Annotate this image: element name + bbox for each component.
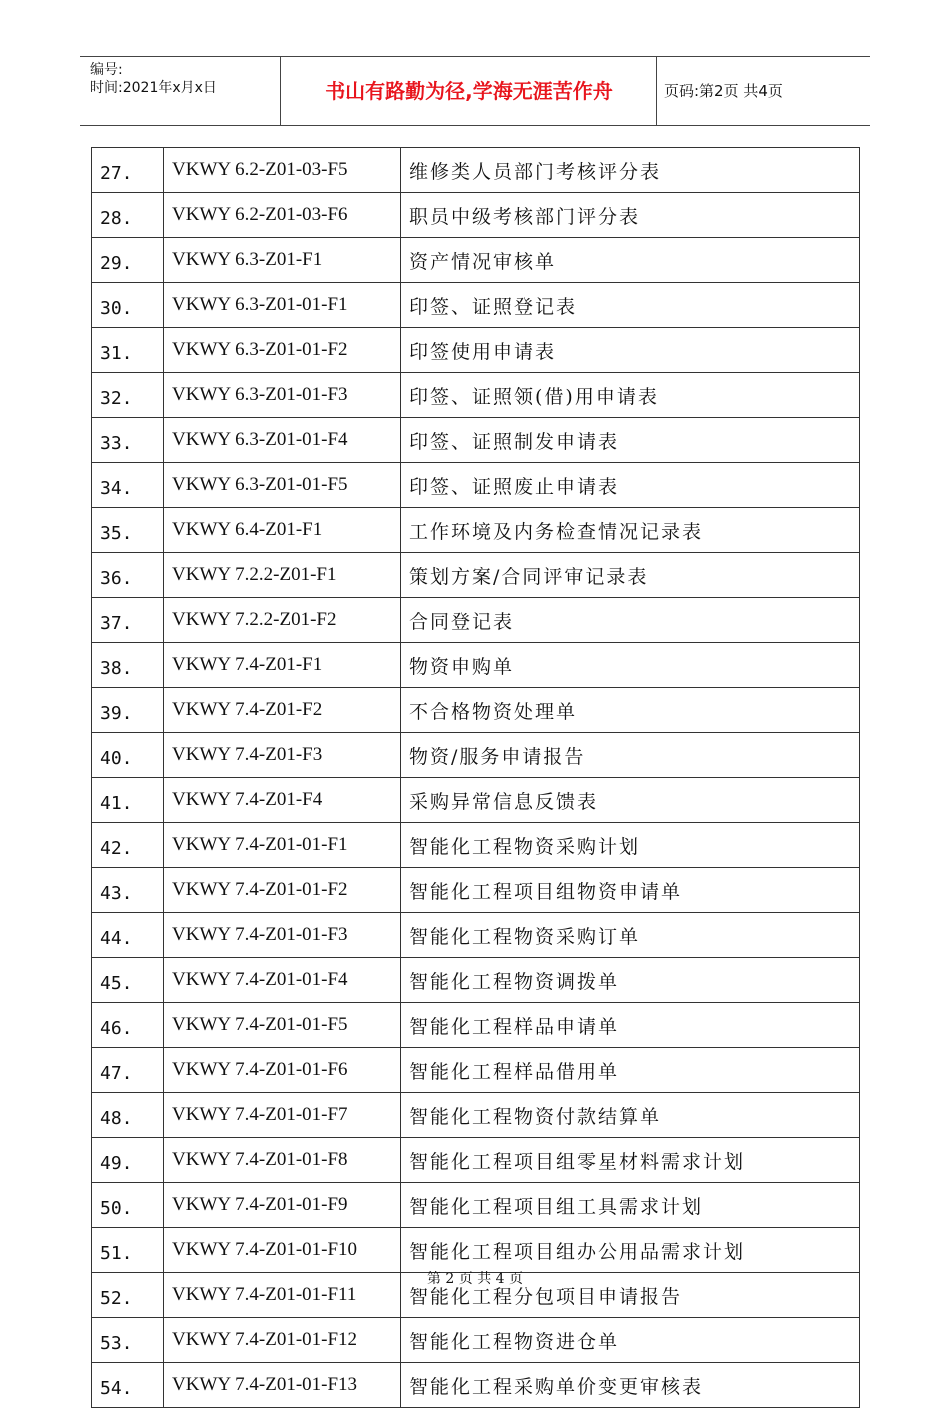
table-row <box>92 1138 860 1183</box>
form-name: 维修类人员部门考核评分表 <box>401 148 860 193</box>
document-time-label: 时间:2021年x月x日 <box>90 80 217 96</box>
row-number: 32. <box>92 373 164 418</box>
form-name: 印签、证照登记表 <box>401 283 860 328</box>
row-number: 27. <box>92 148 164 193</box>
row-number: 35. <box>92 508 164 553</box>
header-divider <box>280 57 281 125</box>
form-code: VKWY 7.4-Z01-F2 <box>164 688 401 733</box>
row-number: 33. <box>92 418 164 463</box>
form-name: 智能化工程样品借用单 <box>401 1048 860 1093</box>
form-name: 不合格物资处理单 <box>401 688 860 733</box>
form-list-body <box>92 148 860 1408</box>
table-row <box>92 868 860 913</box>
table-row <box>92 553 860 598</box>
row-number: 36. <box>92 553 164 598</box>
form-name: 物资/服务申请报告 <box>401 733 860 778</box>
row-number: 45. <box>92 958 164 1003</box>
row-number: 28. <box>92 193 164 238</box>
form-code: VKWY 7.4-Z01-F4 <box>164 778 401 823</box>
form-code: VKWY 7.4-Z01-01-F2 <box>164 868 401 913</box>
page-header <box>80 56 870 126</box>
form-name: 智能化工程项目组工具需求计划 <box>401 1183 860 1228</box>
table-row <box>92 598 860 643</box>
page-footer: 第 2 页 共 4 页 <box>426 1271 524 1287</box>
form-code: VKWY 6.2-Z01-03-F5 <box>164 148 401 193</box>
row-number: 48. <box>92 1093 164 1138</box>
table-row <box>92 148 860 193</box>
table-row <box>92 418 860 463</box>
table-row <box>92 958 860 1003</box>
row-number: 44. <box>92 913 164 958</box>
row-number: 53. <box>92 1318 164 1363</box>
row-number: 50. <box>92 1183 164 1228</box>
form-name: 采购异常信息反馈表 <box>401 778 860 823</box>
form-name: 智能化工程物资进仓单 <box>401 1318 860 1363</box>
form-name: 智能化工程物资调拨单 <box>401 958 860 1003</box>
form-name: 智能化工程项目组物资申请单 <box>401 868 860 913</box>
table-row <box>92 1183 860 1228</box>
table-row <box>92 508 860 553</box>
document-number-label: 编号: <box>90 62 123 78</box>
form-code: VKWY 7.4-Z01-F3 <box>164 733 401 778</box>
table-row <box>92 1093 860 1138</box>
form-code: VKWY 7.4-Z01-F1 <box>164 643 401 688</box>
row-number: 37. <box>92 598 164 643</box>
form-code: VKWY 7.4-Z01-01-F11 <box>164 1273 401 1318</box>
row-number: 30. <box>92 283 164 328</box>
form-code: VKWY 7.4-Z01-01-F9 <box>164 1183 401 1228</box>
form-name: 合同登记表 <box>401 598 860 643</box>
form-name: 印签、证照领(借)用申请表 <box>401 373 860 418</box>
table-row <box>92 733 860 778</box>
form-name: 智能化工程物资采购订单 <box>401 913 860 958</box>
form-name: 智能化工程分包项目申请报告 <box>401 1273 860 1318</box>
form-name: 智能化工程项目组办公用品需求计划 <box>401 1228 860 1273</box>
row-number: 47. <box>92 1048 164 1093</box>
table-row <box>92 778 860 823</box>
form-code: VKWY 6.3-Z01-01-F1 <box>164 283 401 328</box>
table-row <box>92 1318 860 1363</box>
table-row <box>92 1228 860 1273</box>
form-code: VKWY 7.4-Z01-01-F6 <box>164 1048 401 1093</box>
form-code: VKWY 6.3-Z01-F1 <box>164 238 401 283</box>
row-number: 31. <box>92 328 164 373</box>
form-name: 印签、证照废止申请表 <box>401 463 860 508</box>
table-row <box>92 643 860 688</box>
header-divider <box>656 57 657 125</box>
form-code: VKWY 6.3-Z01-01-F2 <box>164 328 401 373</box>
row-number: 52. <box>92 1273 164 1318</box>
form-code: VKWY 7.2.2-Z01-F2 <box>164 598 401 643</box>
form-name: 智能化工程物资付款结算单 <box>401 1093 860 1138</box>
table-row <box>92 1003 860 1048</box>
form-code: VKWY 7.4-Z01-01-F10 <box>164 1228 401 1273</box>
header-page-info: 页码:第2页 共4页 <box>664 82 783 100</box>
row-number: 51. <box>92 1228 164 1273</box>
table-row <box>92 238 860 283</box>
row-number: 49. <box>92 1138 164 1183</box>
table-row <box>92 1048 860 1093</box>
form-list-table <box>91 147 860 1408</box>
row-number: 34. <box>92 463 164 508</box>
form-name: 智能化工程采购单价变更审核表 <box>401 1363 860 1408</box>
form-code: VKWY 7.4-Z01-01-F1 <box>164 823 401 868</box>
header-meta <box>90 61 280 97</box>
form-name: 智能化工程项目组零星材料需求计划 <box>401 1138 860 1183</box>
row-number: 41. <box>92 778 164 823</box>
form-code: VKWY 7.4-Z01-01-F3 <box>164 913 401 958</box>
form-name: 职员中级考核部门评分表 <box>401 193 860 238</box>
form-name: 印签使用申请表 <box>401 328 860 373</box>
form-code: VKWY 6.3-Z01-01-F4 <box>164 418 401 463</box>
table-row <box>92 463 860 508</box>
form-code: VKWY 7.4-Z01-01-F12 <box>164 1318 401 1363</box>
form-code: VKWY 6.3-Z01-01-F5 <box>164 463 401 508</box>
table-row <box>92 193 860 238</box>
form-name: 策划方案/合同评审记录表 <box>401 553 860 598</box>
row-number: 29. <box>92 238 164 283</box>
form-code: VKWY 7.4-Z01-01-F7 <box>164 1093 401 1138</box>
form-name: 智能化工程样品申请单 <box>401 1003 860 1048</box>
form-code: VKWY 7.4-Z01-01-F8 <box>164 1138 401 1183</box>
row-number: 54. <box>92 1363 164 1408</box>
form-code: VKWY 6.2-Z01-03-F6 <box>164 193 401 238</box>
form-code: VKWY 7.2.2-Z01-F1 <box>164 553 401 598</box>
form-code: VKWY 6.3-Z01-01-F3 <box>164 373 401 418</box>
table-row <box>92 283 860 328</box>
header-motto: 书山有路勤为径,学海无涯苦作舟 <box>325 79 613 103</box>
table-row <box>92 688 860 733</box>
row-number: 42. <box>92 823 164 868</box>
form-name: 工作环境及内务检查情况记录表 <box>401 508 860 553</box>
table-row <box>92 328 860 373</box>
form-code: VKWY 6.4-Z01-F1 <box>164 508 401 553</box>
row-number: 46. <box>92 1003 164 1048</box>
row-number: 43. <box>92 868 164 913</box>
row-number: 38. <box>92 643 164 688</box>
table-row <box>92 1363 860 1408</box>
table-row <box>92 373 860 418</box>
form-name: 资产情况审核单 <box>401 238 860 283</box>
row-number: 40. <box>92 733 164 778</box>
table-row <box>92 913 860 958</box>
form-name: 物资申购单 <box>401 643 860 688</box>
form-code: VKWY 7.4-Z01-01-F5 <box>164 1003 401 1048</box>
form-name: 智能化工程物资采购计划 <box>401 823 860 868</box>
table-row <box>92 823 860 868</box>
form-code: VKWY 7.4-Z01-01-F4 <box>164 958 401 1003</box>
row-number: 39. <box>92 688 164 733</box>
form-name: 印签、证照制发申请表 <box>401 418 860 463</box>
form-code: VKWY 7.4-Z01-01-F13 <box>164 1363 401 1408</box>
